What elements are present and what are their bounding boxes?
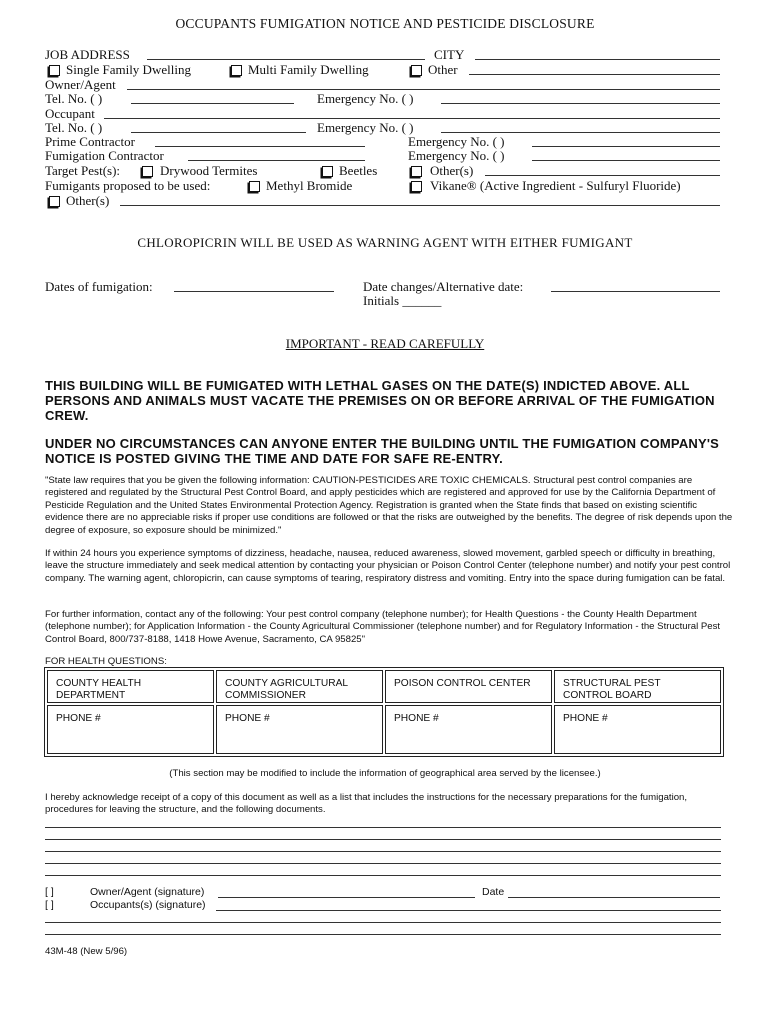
single-family-checkbox[interactable] [49, 65, 60, 76]
occupant-signature-field[interactable] [216, 910, 721, 911]
owner-tel-field[interactable] [131, 103, 294, 104]
date-changes-label: Date changes/Alternative date: [363, 279, 524, 294]
fumigation-emergency-label: Emergency No. ( ) [408, 148, 505, 163]
dates-of-fumigation-field[interactable] [174, 291, 334, 292]
other-pests-field[interactable] [485, 175, 720, 176]
fumigation-emergency-field[interactable] [532, 160, 720, 161]
other-fumigants-label: Other(s) [66, 193, 110, 208]
fumigants-label: Fumigants proposed to be used: [45, 178, 211, 193]
documents-line-2[interactable] [45, 839, 721, 840]
documents-line-4[interactable] [45, 863, 721, 864]
job-address-field[interactable] [147, 59, 425, 60]
occupant-emergency-label: Emergency No. ( ) [317, 120, 414, 135]
dates-of-fumigation-label: Dates of fumigation: [45, 279, 153, 294]
prime-emergency-label: Emergency No. ( ) [408, 134, 505, 149]
owner-emergency-label: Emergency No. ( ) [317, 91, 414, 106]
owner-signature-label: Owner/Agent (signature) [90, 886, 205, 898]
other-fumigants-checkbox[interactable] [49, 196, 60, 207]
occupant-signature-label: Occupants(s) (signature) [90, 899, 206, 911]
further-info-paragraph: For further information, contact any of the following: Your pest control company (telephone number); for Health Questions - the County Health Department (telephone number); for Application Information - the County Agricultural Commissioner (telephone number) and for Regulatory Information - the Structural Pest Control Board, 800/737-8188, 1418 Howe Avenue, Sacramento, CA 95825" [45, 609, 721, 645]
no-entry-warning: UNDER NO CIRCUMSTANCES CAN ANYONE ENTER THE BUILDING UNTIL THE FUMIGATION COMPANY'S NOTICE IS POSTED GIVING THE TIME AND DATE FOR SAFE RE-ENTRY. [45, 436, 720, 466]
owner-agent-label: Owner/Agent [45, 77, 116, 92]
health-contacts-table [44, 667, 724, 757]
date-changes-field[interactable] [551, 291, 720, 292]
agricultural-commissioner-phone[interactable]: PHONE # [216, 705, 383, 754]
other-dwelling-label: Other [428, 62, 458, 77]
beetles-label: Beetles [339, 163, 378, 178]
methyl-bromide-label: Methyl Bromide [266, 178, 353, 193]
drywood-termites-checkbox[interactable] [142, 166, 153, 177]
agricultural-commissioner-header: COUNTY AGRICULTURAL COMMISSIONER [216, 670, 383, 703]
section-modified-note: (This section may be modified to include the information of geographical area served by the licensee.) [169, 768, 601, 779]
poison-control-header: POISON CONTROL CENTER [385, 670, 552, 703]
occupant-emergency-field[interactable] [441, 132, 720, 133]
other-dwelling-field[interactable] [469, 74, 720, 75]
pest-control-board-header: STRUCTURAL PEST CONTROL BOARD [554, 670, 721, 703]
vikane-checkbox[interactable] [411, 181, 422, 192]
pest-control-board-phone[interactable]: PHONE # [554, 705, 721, 754]
job-address-label: JOB ADDRESS [45, 47, 130, 62]
initials-label: Initials ______ [363, 293, 442, 308]
health-questions-heading: FOR HEALTH QUESTIONS: [45, 656, 167, 667]
occupant-field[interactable] [104, 118, 720, 119]
occupant-signature-line-3[interactable] [45, 934, 721, 935]
methyl-bromide-checkbox[interactable] [249, 181, 260, 192]
form-number: 43M-48 (New 5/96) [45, 946, 128, 957]
poison-control-phone[interactable]: PHONE # [385, 705, 552, 754]
prime-contractor-label: Prime Contractor [45, 134, 135, 149]
prime-emergency-field[interactable] [532, 146, 720, 147]
documents-line-5[interactable] [45, 875, 721, 876]
documents-line-1[interactable] [45, 827, 721, 828]
city-field[interactable] [475, 59, 720, 60]
other-pests-label: Other(s) [430, 163, 474, 178]
owner-tel-label: Tel. No. ( ) [45, 91, 103, 106]
multi-family-label: Multi Family Dwelling [248, 62, 369, 77]
owner-agent-field[interactable] [127, 89, 720, 90]
lethal-gas-warning: THIS BUILDING WILL BE FUMIGATED WITH LETHAL GASES ON THE DATE(S) INDICTED ABOVE. ALL PERSONS AND ANIMALS MUST VACATE THE PREMISES ON OR BEFORE ARRIVAL OF THE FUMIGATION CREW. [45, 378, 715, 423]
target-pests-label: Target Pest(s): [45, 163, 121, 178]
important-heading: IMPORTANT - READ CAREFULLY [285, 336, 485, 351]
single-family-label: Single Family Dwelling [66, 62, 191, 77]
chloropicrin-notice: CHLOROPICRIN WILL BE USED AS WARNING AGENT WITH EITHER FUMIGANT [137, 235, 633, 250]
fumigation-contractor-field[interactable] [188, 160, 365, 161]
occupant-signature-line-2[interactable] [45, 922, 721, 923]
occupant-label: Occupant [45, 106, 95, 121]
occupant-tel-field[interactable] [131, 132, 306, 133]
vikane-label: Vikane® (Active Ingredient - Sulfuryl Fluoride) [430, 178, 681, 193]
state-law-paragraph: "State law requires that you be given the following information: CAUTION-PESTICIDES ARE TOXIC CHEMICALS. Structural pest control companies are registered and regulated by the Structural Pest Control Board, and apply pesticides which are registered and approved for use by the California Department of Pesticide Regulation and the United States Environmental Protection Agency. Registration is granted when the State finds that based on existing scientific evidence there are no appreciable risks if proper use conditions are followed or that the risks are outweighed by the benefits. The degree of risk depends upon the degree of exposure, so exposure should be minimized." [45, 475, 733, 536]
symptoms-paragraph: If within 24 hours you experience symptoms of dizziness, headache, nausea, reduced awareness, slowed movement, garbled speech or difficulty in breathing, leave the structure immediately and seek medical attention by contacting your physician or Poison Control Center (telephone number) and notify your pest control company. The warning agent, chloropicrin, can cause symptoms of tearing, respiratory distress and vomiting. Entry into the space during fumigation can be fatal. [45, 548, 731, 584]
multi-family-checkbox[interactable] [231, 65, 242, 76]
owner-emergency-field[interactable] [441, 103, 720, 104]
county-health-header: COUNTY HEALTH DEPARTMENT [47, 670, 214, 703]
other-pests-checkbox[interactable] [411, 166, 422, 177]
occupant-signature-checkbox[interactable]: [ ] [45, 899, 54, 911]
fumigation-contractor-label: Fumigation Contractor [45, 148, 164, 163]
other-fumigants-field[interactable] [120, 205, 720, 206]
occupant-tel-label: Tel. No. ( ) [45, 120, 103, 135]
county-health-phone[interactable]: PHONE # [47, 705, 214, 754]
prime-contractor-field[interactable] [155, 146, 365, 147]
documents-line-3[interactable] [45, 851, 721, 852]
signature-date-label: Date [482, 886, 505, 898]
acknowledgement-text: I hereby acknowledge receipt of a copy of this document as well as a list that includes the instructions for the necessary preparations for the fumigation, procedures for leaving the structure, and the following documents. [45, 792, 688, 816]
other-dwelling-checkbox[interactable] [411, 65, 422, 76]
city-label: CITY [434, 47, 465, 62]
owner-signature-field[interactable] [218, 897, 475, 898]
drywood-termites-label: Drywood Termites [160, 163, 258, 178]
beetles-checkbox[interactable] [322, 166, 333, 177]
owner-signature-checkbox[interactable]: [ ] [45, 886, 54, 898]
form-title: OCCUPANTS FUMIGATION NOTICE AND PESTICIDE DISCLOSURE [175, 16, 595, 31]
signature-date-field[interactable] [508, 897, 720, 898]
